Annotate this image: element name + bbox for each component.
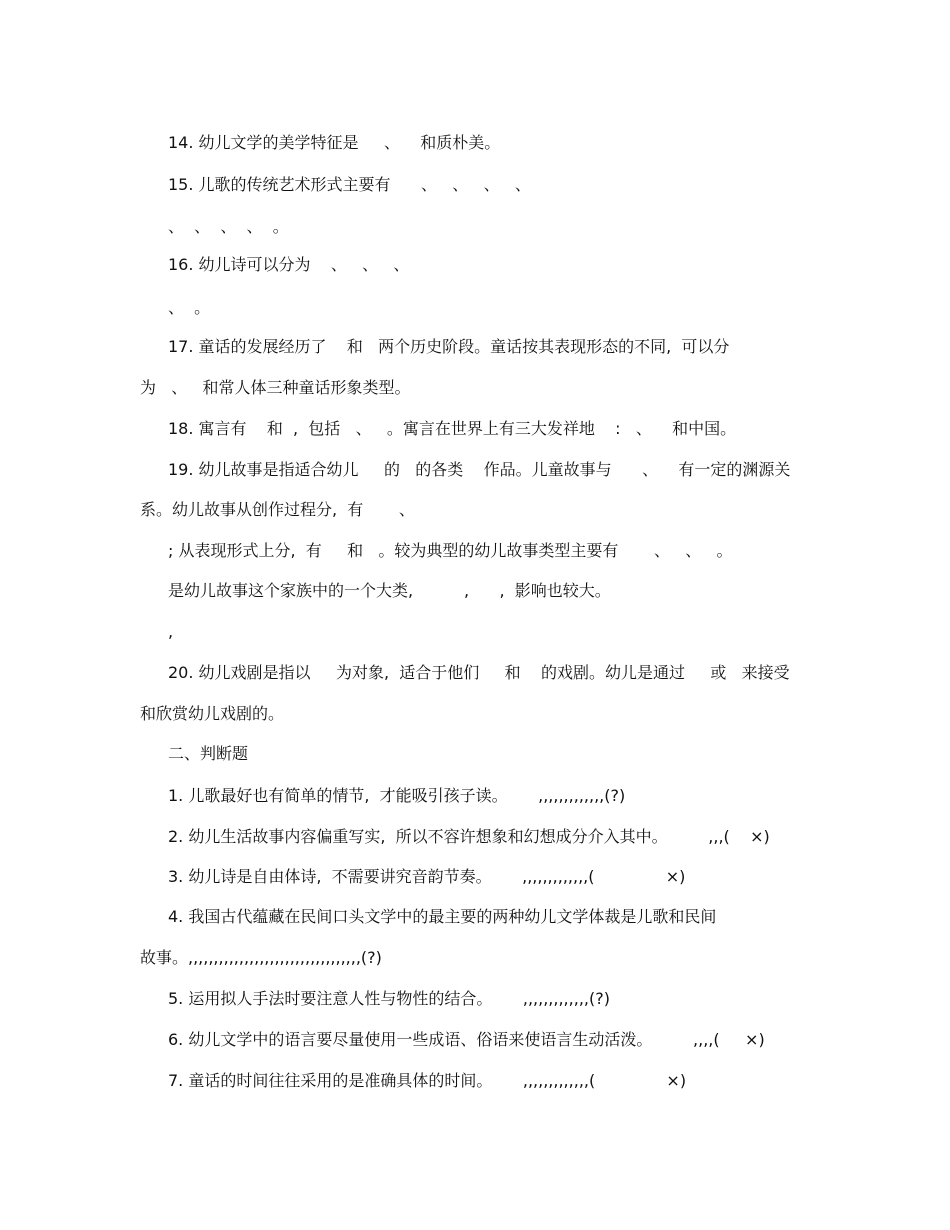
tf-question-4-continued: 故事。,,,,,,,,,,,,,,,,,,,,,,,,,,,,,,,,,,(?)	[140, 948, 382, 967]
tf-question-1: 1. 儿歌最好也有简单的情节, 才能吸引孩子读。 ,,,,,,,,,,,,,(?)	[168, 786, 626, 805]
section-heading-true-false: 二、判断题	[168, 744, 249, 763]
question-17: 17. 童话的发展经历了 和 两个历史阶段。童话按其表现形态的不同, 可以分	[168, 337, 730, 356]
question-19-continued-2: ; 从表现形式上分, 有 和 。较为典型的幼儿故事类型主要有 、 、 。	[168, 541, 733, 560]
tf-question-4: 4. 我国古代蕴藏在民间口头文学中的最主要的两种幼儿文学体裁是儿歌和民间	[168, 907, 717, 926]
tf-question-6: 6. 幼儿文学中的语言要尽量使用一些成语、俗语来使语言生动活泼。 ,,,,( ×)	[168, 1030, 765, 1049]
question-20-continued: 和欣赏幼儿戏剧的。	[140, 704, 285, 723]
question-19: 19. 幼儿故事是指适合幼儿 的 的各类 作品。儿童故事与 、 有一定的渊源关	[168, 460, 791, 479]
question-15: 15. 儿歌的传统艺术形式主要有 、 、 、 、	[168, 175, 531, 194]
question-17-continued: 为 、 和常人体三种童话形象类型。	[140, 378, 411, 397]
tf-question-5: 5. 运用拟人手法时要注意人性与物性的结合。 ,,,,,,,,,,,,,(?)	[168, 989, 610, 1008]
question-19-continued-3: 是幼儿故事这个家族中的一个大类, , , 影响也较大。	[168, 581, 611, 600]
question-14: 14. 幼儿文学的美学特征是 、 和质朴美。	[168, 133, 501, 152]
question-19-continued-4: ,	[168, 622, 174, 641]
question-15-continued: 、 、 、 、 。	[168, 217, 289, 236]
question-16-continued: 、 。	[168, 298, 211, 317]
tf-question-3: 3. 幼儿诗是自由体诗, 不需要讲究音韵节奏。 ,,,,,,,,,,,,,( ×)	[168, 867, 686, 886]
tf-question-7: 7. 童话的时间往往采用的是准确具体的时间。 ,,,,,,,,,,,,,( ×)	[168, 1071, 687, 1090]
question-20: 20. 幼儿戏剧是指以 为对象, 适合于他们 和 的戏剧。幼儿是通过 或 来接受	[168, 663, 790, 682]
question-16: 16. 幼儿诗可以分为 、 、 、	[168, 255, 410, 274]
question-19-continued-1: 系。幼儿故事从创作过程分, 有 、	[140, 500, 415, 519]
question-18: 18. 寓言有 和 , 包括 、 。寓言在世界上有三大发祥地 : 、 和中国。	[168, 419, 737, 438]
tf-question-2: 2. 幼儿生活故事内容偏重写实, 所以不容许想象和幻想成分介入其中。 ,,,( ×)	[168, 827, 770, 846]
